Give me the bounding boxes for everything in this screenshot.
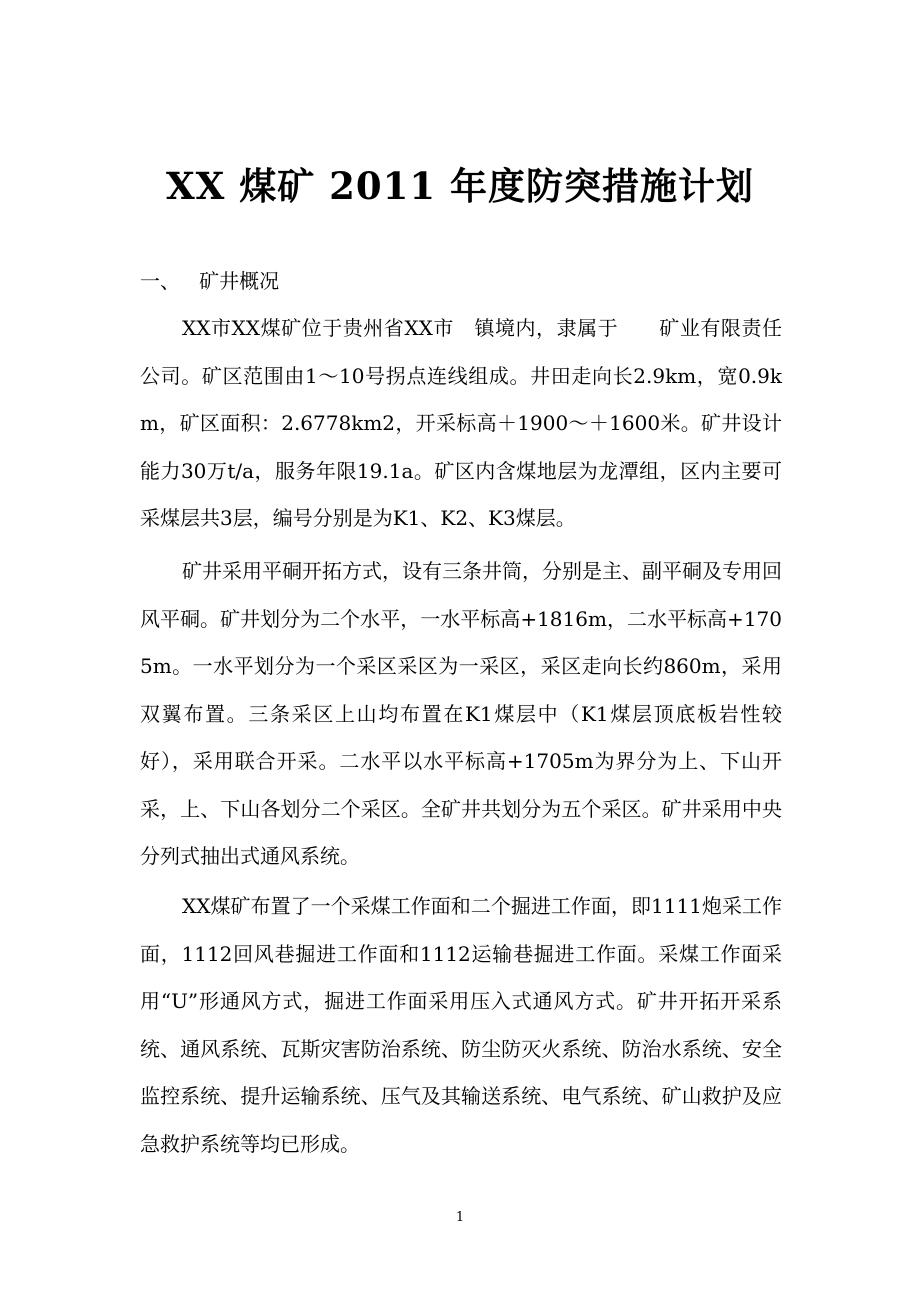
- paragraph-development-method: 矿井采用平硐开拓方式，设有三条井筒，分别是主、副平硐及专用回风平硐。矿井划分为二个水平，一水平标高+1816m，二水平标高+1705m。一水平划分为一个采区采区为一采区，采区走向长约860m，采用双翼布置。三条采区上山均布置在K1煤层中（K1煤层顶底板岩性较好），采用联合开采。二水平以水平标高+1705m为界分为上、下山开采，上、下山各划分二个采区。全矿井共划分为五个采区。矿井采用中央分列式抽出式通风系统。: [140, 559, 782, 868]
- page-number: 1: [455, 1210, 465, 1225]
- paragraph-mine-location: XX市XX煤矿位于贵州省XX市 镇境内，隶属于 矿业有限责任公司。矿区范围由1～10号拐点连线组成。井田走向长2.9km，宽0.9km，矿区面积：2.6778km2，开采标高＋1900～＋1600米。矿井设计能力30万t/a，服务年限19.1a。矿区内含煤地层为龙潭组，区内主要可采煤层共3层，编号分别是为K1、K2、K3煤层。: [140, 316, 782, 530]
- document-title: XX 煤矿 2011 年度防突措施计划: [165, 164, 755, 208]
- paragraph-working-faces: XX煤矿布置了一个采煤工作面和二个掘进工作面，即1111炮采工作面，1112回风巷掘进工作面和1112运输巷掘进工作面。采煤工作面采用“U”形通风方式，掘进工作面采用压入式通风方式。矿井开拓开采系统、通风系统、瓦斯灾害防治系统、防尘防灭火系统、防治水系统、安全监控系统、提升运输系统、压气及其输送系统、电气系统、矿山救护及应急救护系统等均已形成。: [140, 894, 782, 1156]
- section-heading: 一、 矿井概况: [140, 269, 280, 293]
